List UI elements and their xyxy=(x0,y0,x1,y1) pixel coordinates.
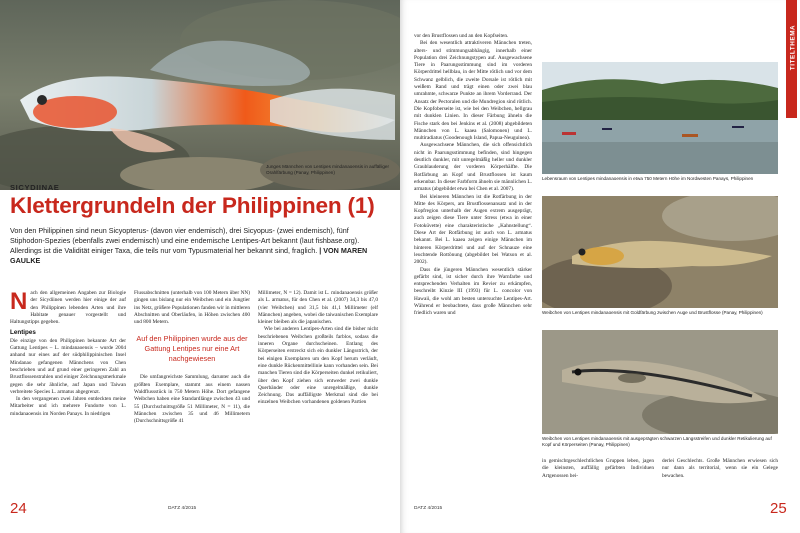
female-fish-photo-1 xyxy=(542,196,778,308)
body-paragraph: vor den Brustflossen und an den Kopfseiten. xyxy=(414,33,509,39)
body-paragraph: Dass die jüngeren Männchen wesentlich stärker gefärbt sind, ist sicher durch ihre Warnfarbe und entsprechenden Verhalten im Revier zu erkämpfen, beschreibt Kinzie III (1993) für L. concolor von Hawaii, die wohl am besten untersuchte Lentipes-Art. Während er beobachtete, dass große Männchen sehr friedlich waren und xyxy=(414,266,532,317)
photo2-caption: Weibchen von Lentipes mindanaoensis mit Goldfärbung zwischen Auge und Brustflosse (Panay, Philippinen) xyxy=(542,310,763,315)
body-paragraph: derlei Geschlechts. Große Männchen erwiesen sich nur dann als territorial, wenn sie ein Gelege bewachen. xyxy=(662,458,778,479)
article-headline: Klettergrundeln der Philippinen (1) xyxy=(10,193,375,218)
body-paragraph: Die einzige von den Philippinen bekannte Art der Gattung Lentipes – L. mindanaoensis – wurde 2004 anhand nur eines auf der südphilippinischen Insel Mindanao gefangenen Männchens von Chen beschrieben und auf grund einer geringeren Zahl an Brustflossenstrahlen und einiger Zeichnungsmerkmale gegen die sehr ähnliche, auf Japan und Taiwan verbreitete Species L. armatus abgegrenzt. xyxy=(10,337,126,395)
body-paragraph: Flussabschnitten (unterhalb von 100 Metern über NN) gingen uns bislang nur ein Weibchen und ein Jungtier ins Netz, größere Populationen fanden wir in mittleren Abschnitten und Oberläufen, in Höhen zwischen 400 und 800 Metern. xyxy=(134,290,250,326)
intro-paragraph: ach den allgemeinen Angaben zur Biologie der Sicydiinen werden hier einige der auf den Philippinen lebenden Arten und ihre Habitate genauer vorgestellt und Haltungstipps gegeben. xyxy=(10,290,126,326)
left-column-1 xyxy=(10,290,126,418)
photo3-caption: Weibchen von Lentipes mindanaoensis mit ausgeprägten schwarzen Längsstreifen und dunkler Retikulierung auf Kopf und Körperseiten (Panay, Philippinen) xyxy=(542,436,772,447)
habitat-photo xyxy=(542,62,778,174)
left-column-2 xyxy=(134,290,250,426)
subhead-lentipes: Lentipes xyxy=(10,329,36,337)
body-paragraph: Millimeter, N = 12). Damit ist L. mindanaoensis größer als L. armatus, für den Chen et al. (2007) 34,3 bis 47,0 (vier Weibchen) und 31,5 bis 41,1 Millimeter (elf Männchen) angeben, wobei die taiwanischen Exemplare kleiner bleiben als die japanischen. xyxy=(258,290,378,326)
right-page xyxy=(400,0,800,533)
article-lead: Von den Philippinen sind neun Sicyopterus- (davon vier endemisch), drei Sicyopus- (zwei endemisch), fünf Stiphodon-Spezies (ebenfalls zwei endemisch) und eine endemische Lentipes-Art bekannt (laut fishbase.org). Allerdings ist die Validität einiger Taxa, die teils nur vom Typusmaterial her bekannt sind, fraglich. | VON MAREN GAULKE xyxy=(10,226,368,265)
right-column-2-tail xyxy=(542,458,654,480)
body-paragraph: Bei den wesentlich attraktiveren Männchen treten, alters- und stimmungsabhängig, innerhalb einer Population drei Zeichnungstypen auf. Ausgewachsene Tiere in Paarungsstimmung sind im vorderen Körperdrittel hellblau, in der Mitte rötlich und vor dem Schwanz gelblich, die zweite Dorsale ist rötlich mit weißem Rand und trägt einen oder zwei blau umrahmte, schwarze Punkte an ihrem Vorderrand. Der Ansatz der Pectoralen und die Mundregion sind rötlich. Die Kopfoberseite ist, wie bei den Weibchen, hellgrau mit dunklen Linien. In dieser Färbung ähneln die Fische stark den bei Jenkins et al. (2008) abgebildeten Männchen von L. kaaea (Salomonen) und L. multiradiatus (Goodenough Island, Papua-Neuguinea). xyxy=(414,40,532,142)
body-paragraph: Wie bei anderen Lentipes-Arten sind die bisher nicht beschriebenen Weibchen großteils farblos, sodass die inneren Organe durchscheinen. Entlang des Körperseiten erstreckt sich ein dunkler Längsstrich, der bei einigen Exemplaren um den Kopf herum verläuft, eine dunkle Rückenmittellinie kann vorhanden sein. Bei manchen Tieren sind die Körperseiten dunkel retikuliert, über den Kopf ziehen sich entweder zwei dunkle Querbänder oder eine unregelmäßige, dunkle Zeichnung. Das auffälligste Merkmal sind die bei einzelnen Weibchen vorhandenen goldenen Partien xyxy=(258,326,378,406)
author-byline: VON MAREN GAULKE xyxy=(10,246,368,265)
dropcap-letter: N xyxy=(10,288,28,315)
left-column-3 xyxy=(258,290,378,407)
body-paragraph: Bei kleineren Männchen ist die Rotfärbung in der Mitte des Körpers, am Brustflossenansatz und in der Kopfregion unterhalb der Augen extrem ausgeprägt, auch zeigen diese Tiere unter Stress (etwa in einer Fotoküvette) eine charakteristische „Kahnstellung“. Diese Art der Rotfärbung ist auch von L. armatus bekannt. Bei L. kaaea zeigen einige Männchen im hinteren Körperdrittel und auf der Schnauze eine leuchtende Rottönung (abgebildet bei Watson et al. 2002). xyxy=(414,193,532,266)
body-paragraph: In den vergangenen zwei Jahren entdeckten meine Mitarbeiter und ich mehrere Fundorte von L. mindanaoensis im Norden Panays. In niedrigen xyxy=(10,396,126,417)
page-number-left: 24 xyxy=(10,500,27,517)
right-column-3-tail xyxy=(662,458,778,480)
female-fish-photo-2 xyxy=(542,330,778,434)
page-number-right: 25 xyxy=(770,500,787,517)
footer-right: DATZ 4/2015 xyxy=(414,506,443,511)
body-paragraph: Die umfangreichste Sammlung, darunter auch die größten Exemplare, stammt aus einem nassen Waldflussstück in 750 Metern Höhe. Dort gefangene Weibchen haben eine Standardlänge zwischen 43 und 55 (Durchschnittsgröße 51 Millimeter, N = 11), die Männchen zwischen 35 und 46 Millimetern (Durchschnittsgröße 41 xyxy=(134,374,250,425)
hero-caption: Junges Männchen von Lentipes mindanaoensis in auffälliger Orahlfärbung (Panay, Philippinen) xyxy=(266,164,390,175)
body-paragraph: in gemischtgeschlechtlichen Gruppen leben, jagen die kleinsten, auffällig gefärbten Individuen Artgenossen bei- xyxy=(542,458,654,479)
side-tab-label: TITELTHEMA xyxy=(789,24,797,71)
right-column-1 xyxy=(414,33,532,318)
section-side-tab xyxy=(786,0,797,118)
pull-quote: Auf den Philippinen wurde aus der Gattung Lentipes nur eine Art nachgewiesen xyxy=(136,334,248,364)
photo1-caption: Lebensraum von Lentipes mindanaoensis in etwa 750 Metern Höhe im Nordwesten Panays, Philippinen xyxy=(542,176,754,181)
hero-fish-photo xyxy=(0,0,400,190)
body-paragraph: Ausgewachsene Männchen, die sich offensichtlich nicht in Paarungsstimmung befinden, sind hingegen deutlich dunkler, mit unregelmäßig heller und dunkler Graublauderung der vorderen Körperhälfte. Die Rotfärbung an Kopf und Brustflossen ist kaum erkennbar. In dieser Farbform ähneln sie männlichen L. armatus (abgebildet etwa bei Chen et al. 2007). xyxy=(414,142,532,193)
footer-left: DATZ 4/2015 xyxy=(168,506,197,511)
lead-text: Von den Philippinen sind neun Sicyopterus- (davon vier endemisch), drei Sicyopus- (zwei endemisch), fünf Stiphodon-Spezies (ebenfalls zwei endemisch) und eine endemische Lentipes-Art bekannt (laut fishbase.org). Allerdings ist die Validität einiger Taxa, die teils nur vom Typusmaterial her bekannt sind, fraglich. xyxy=(10,226,360,255)
section-rubric: SICYDIINAE xyxy=(10,183,60,192)
